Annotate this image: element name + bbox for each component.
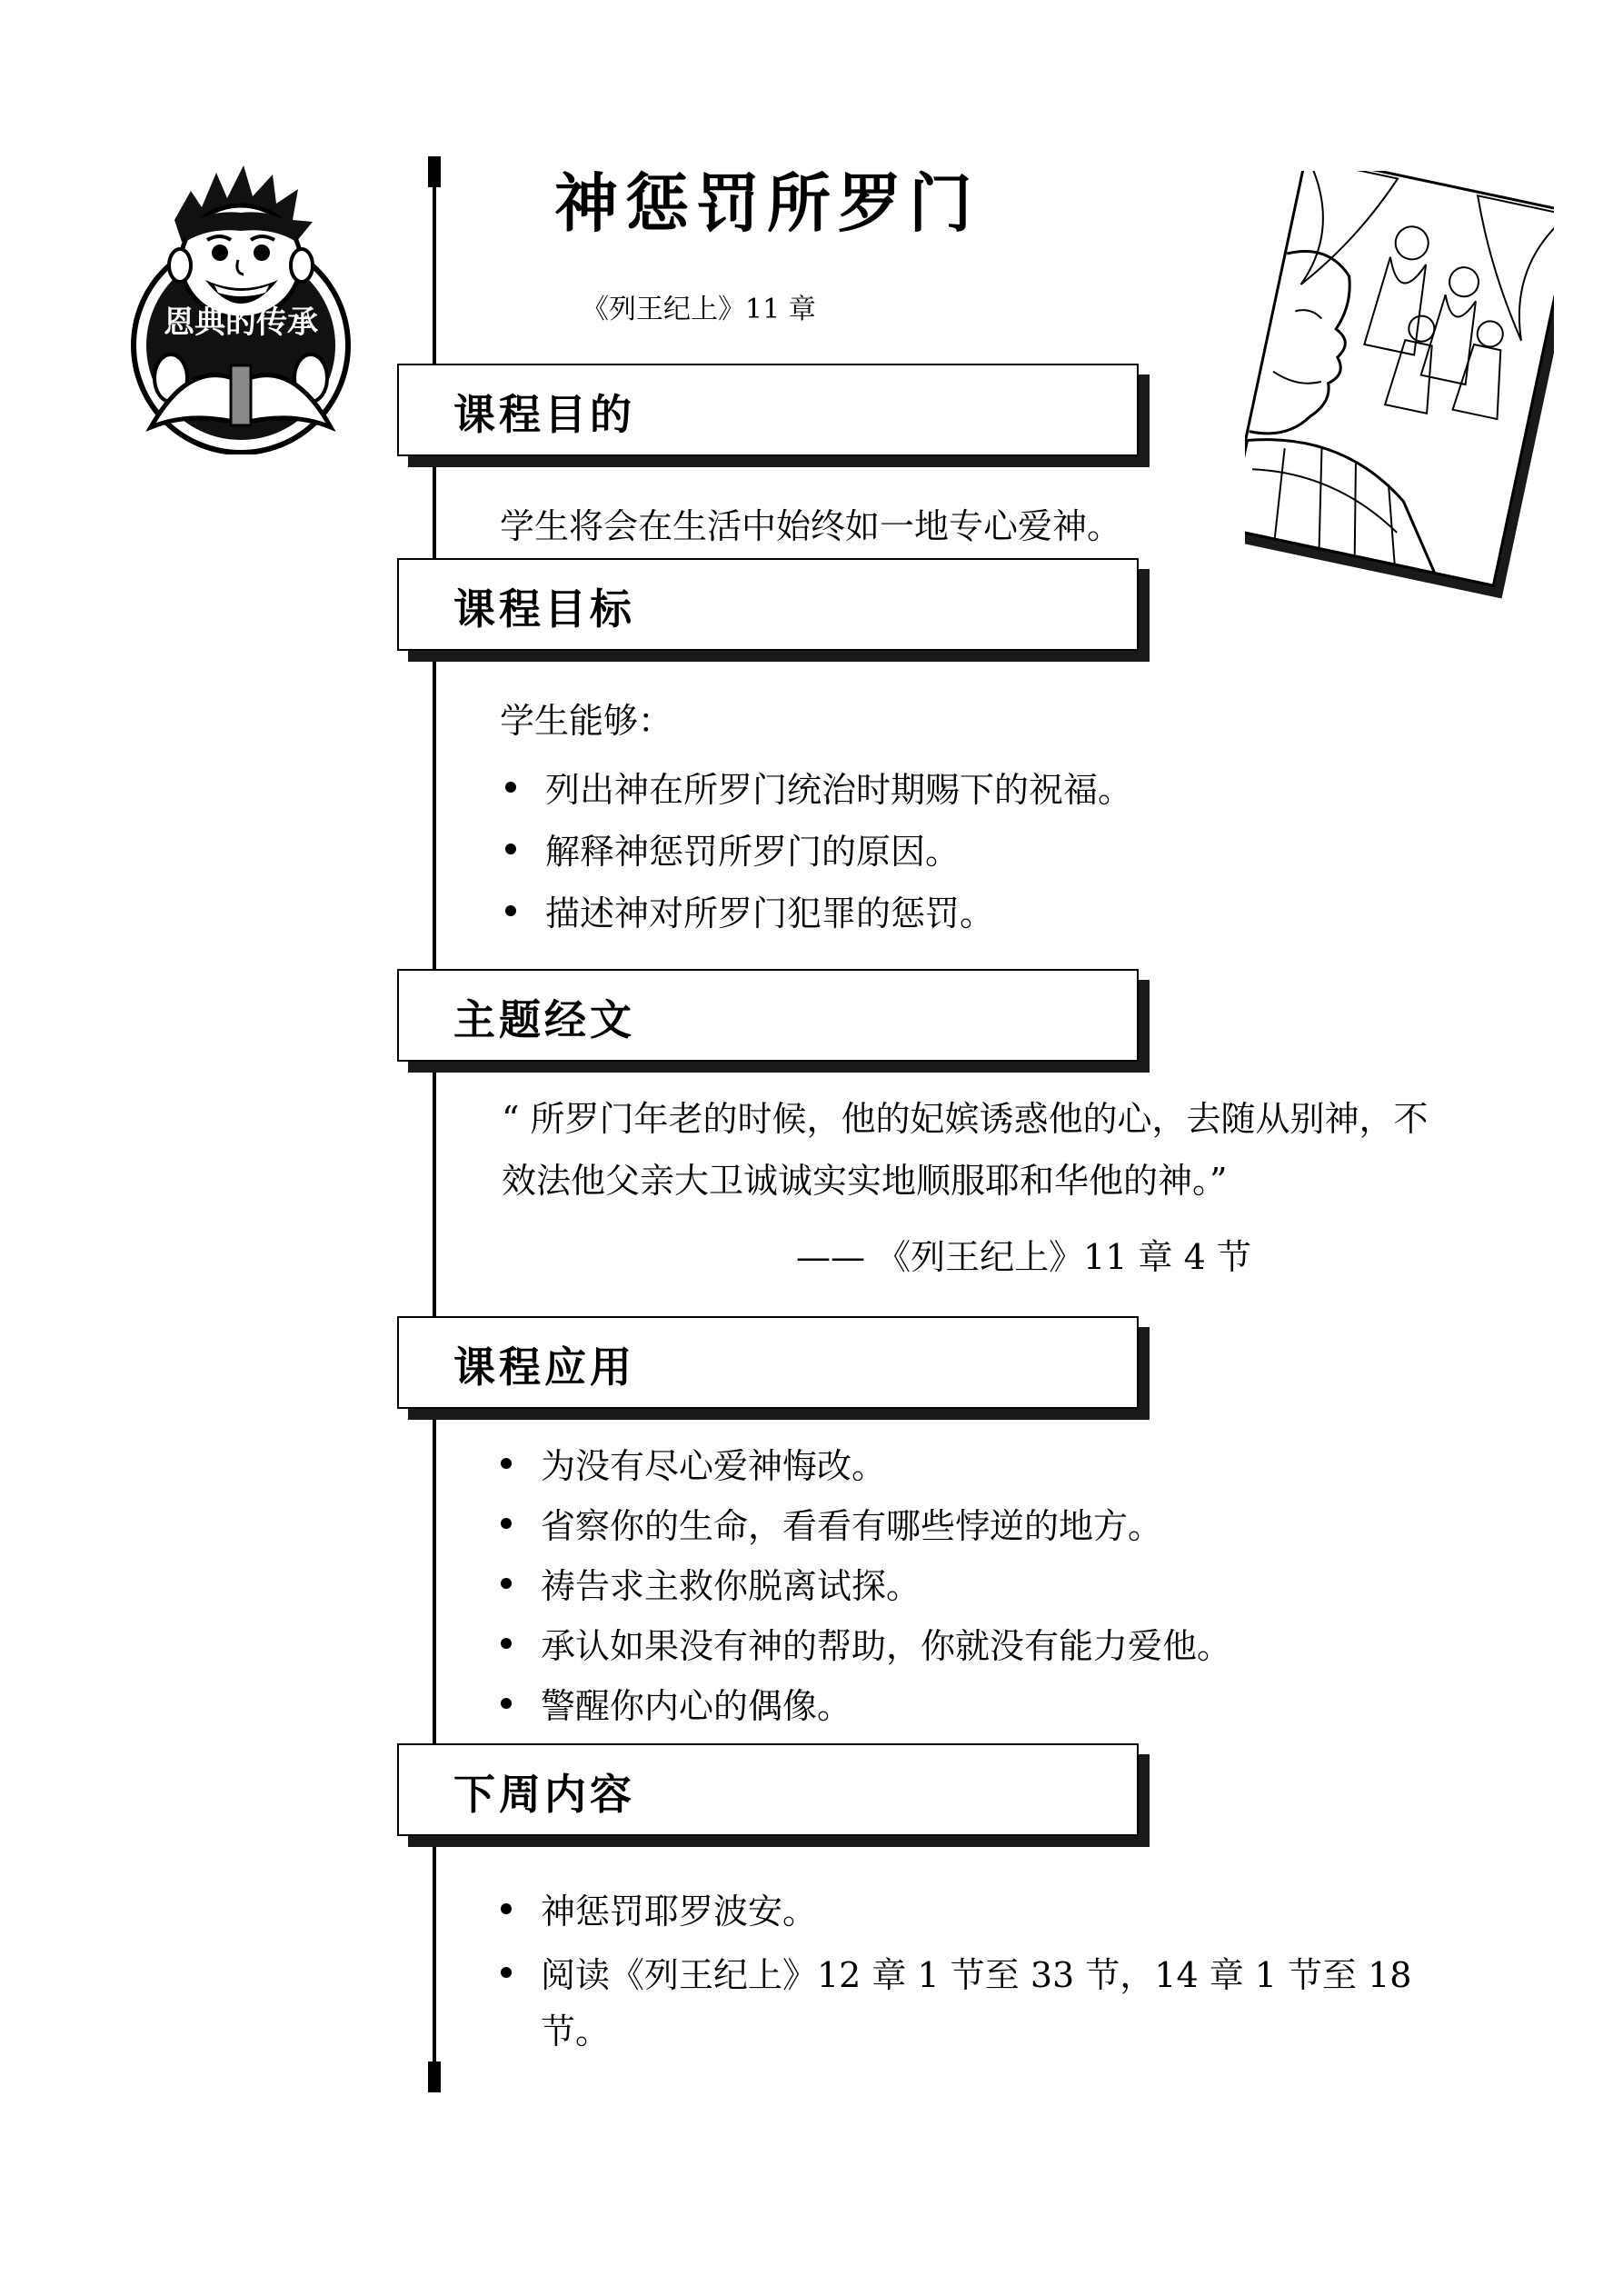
objectives-list xyxy=(500,762,1132,947)
section-heading: 课程目的 xyxy=(453,390,635,439)
solomon-illustration xyxy=(1245,171,1554,607)
theme-verse-reference: —— 《列王纪上》11 章 4 节 xyxy=(796,1237,1251,1277)
list-item: 警醒你内心的偶像。 xyxy=(495,1678,1231,1738)
list-item: 列出神在所罗门统治时期赐下的祝福。 xyxy=(500,762,1132,824)
section-header-next-week xyxy=(397,1743,1139,1836)
list-item: 解释神惩罚所罗门的原因。 xyxy=(500,824,1132,885)
section-header-theme-verse xyxy=(397,969,1139,1062)
application-list xyxy=(495,1438,1231,1738)
purpose-text: 学生将会在生活中始终如一地专心爱神。 xyxy=(500,506,1122,546)
next-week-list xyxy=(495,1883,1411,1998)
list-item: 承认如果没有神的帮助，你就没有能力爱他。 xyxy=(495,1618,1231,1678)
list-item: 描述神对所罗门犯罪的惩罚。 xyxy=(500,885,1132,947)
list-item: 为没有尽心爱神悔改。 xyxy=(495,1438,1231,1498)
section-heading: 下周内容 xyxy=(453,1770,635,1819)
next-week-continuation: 节。 xyxy=(541,2011,611,2051)
timeline-top-cap xyxy=(428,156,441,187)
section-heading: 课程应用 xyxy=(453,1343,635,1392)
section-header-application xyxy=(397,1316,1139,1409)
objectives-intro: 学生能够： xyxy=(500,701,673,741)
theme-verse-line-1: “ 所罗门年老的时候，他的妃嫔诱惑他的心，去随从别神，不 xyxy=(502,1099,1429,1139)
section-heading: 课程目标 xyxy=(453,584,635,634)
grace-heritage-logo xyxy=(118,155,363,454)
lesson-title: 神惩罚所罗门 xyxy=(554,165,980,241)
list-item: 省察你的生命，看看有哪些悖逆的地方。 xyxy=(495,1498,1231,1558)
lesson-scripture-ref: 《列王纪上》11 章 xyxy=(582,294,816,325)
list-item: 祷告求主救你脱离试探。 xyxy=(495,1558,1231,1618)
section-header-purpose xyxy=(397,364,1139,456)
list-item: 神惩罚耶罗波安。 xyxy=(495,1883,1411,1947)
list-item: 阅读《列王纪上》12 章 1 节至 33 节，14 章 1 节至 18 xyxy=(495,1947,1411,1998)
section-header-objectives xyxy=(397,558,1139,651)
timeline-bottom-cap xyxy=(428,2061,441,2092)
section-heading: 主题经文 xyxy=(453,995,635,1044)
theme-verse-line-2: 效法他父亲大卫诚诚实实地顺服耶和华他的神。” xyxy=(502,1161,1228,1201)
svg-text:恩典的传承: 恩典的传承 xyxy=(164,304,318,341)
